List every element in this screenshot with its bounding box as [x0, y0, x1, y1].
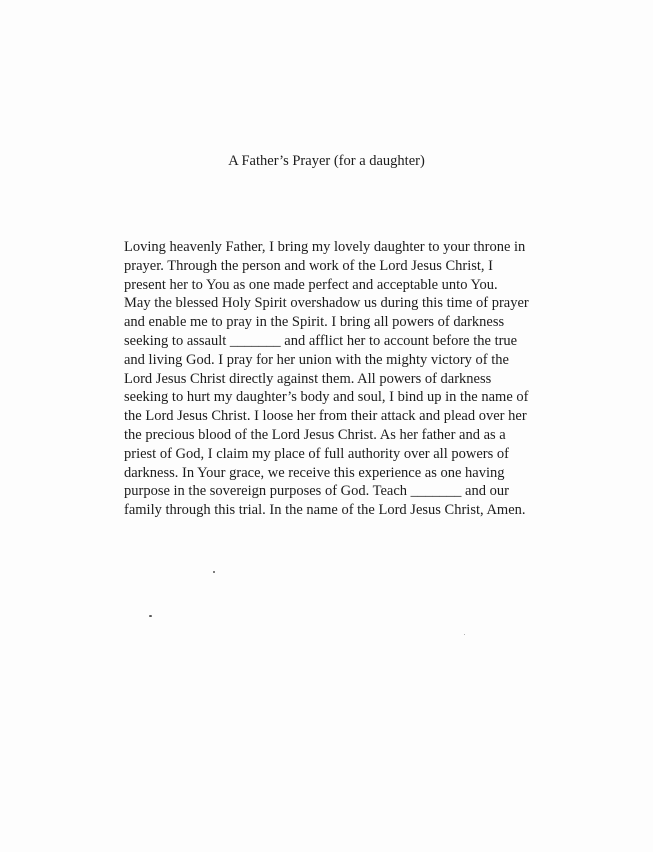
- prayer-line: present her to You as one made perfect and acceptable unto You.: [124, 276, 498, 293]
- prayer-line: Lord Jesus Christ directly against them. All powers of darkness: [124, 370, 492, 387]
- prayer-line: purpose in the sovereign purposes of God. Teach _______ and our: [124, 483, 509, 500]
- prayer-line: family through this trial. In the name of the Lord Jesus Christ, Amen.: [124, 502, 526, 519]
- prayer-line: the Lord Jesus Christ. I loose her from their attack and plead over her: [124, 408, 527, 425]
- prayer-line: and living God. I pray for her union with the mighty victory of the: [124, 351, 509, 368]
- prayer-line: Loving heavenly Father, I bring my lovely daughter to your throne in: [124, 239, 526, 255]
- prayer-line: priest of God, I claim my place of full authority over all powers of: [124, 445, 509, 462]
- prayer-line: darkness. In Your grace, we receive this experience as one having: [124, 464, 505, 481]
- prayer-line: the precious blood of the Lord Jesus Christ. As her father and as a: [124, 426, 506, 443]
- prayer-line: and enable me to pray in the Spirit. I bring all powers of darkness: [124, 314, 505, 331]
- prayer-line: seeking to hurt my daughter’s body and soul, I bind up in the name of: [124, 389, 529, 406]
- document-title: A Father’s Prayer (for a daughter): [228, 153, 425, 169]
- scan-speck: [149, 615, 152, 617]
- prayer-body: [124, 238, 564, 520]
- prayer-line: May the blessed Holy Spirit overshadow us during this time of prayer: [124, 295, 529, 312]
- prayer-line: seeking to assault _______ and afflict her to account before the true: [124, 332, 518, 349]
- scan-speck: [213, 571, 215, 573]
- scan-speck: [464, 634, 465, 635]
- prayer-line: prayer. Through the person and work of the Lord Jesus Christ, I: [124, 257, 494, 274]
